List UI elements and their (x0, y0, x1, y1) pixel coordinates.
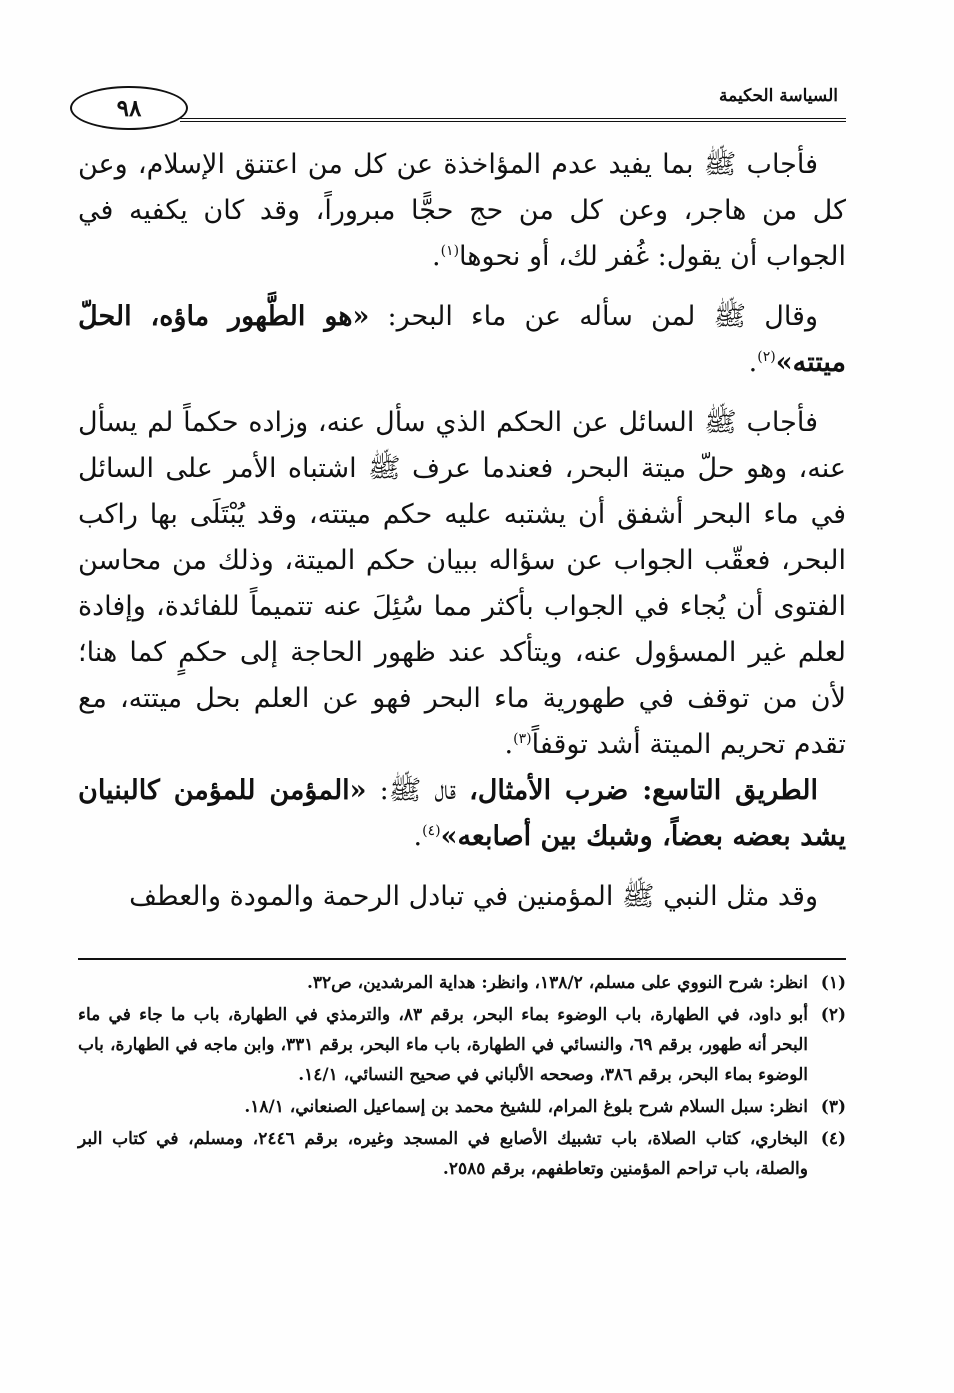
footnotes (78, 968, 846, 1186)
paragraph-1-text: فأجاب ﷺ بما يفيد عدم المؤاخذة عن كل من اعتنق الإسلام، وعن كل من هاجر، وعن كل من حج حجًّا مبروراً، وقد كان يكفيه في الجواب أن يقول: غُفر لك، أو نحوها (78, 149, 846, 272)
hadith-quote-2: «المؤمن للمؤمن كالبنيان يشد بعضه بعضاً، وشبك بين أصابعه» (78, 775, 846, 852)
footnote-number: (٢) (820, 1005, 846, 1025)
page-header (70, 82, 846, 134)
page-number: ٩٨ (70, 86, 188, 130)
paragraph-4 (78, 768, 846, 860)
footnote-ref-4: (٤) (422, 823, 441, 839)
paragraph-4-end: . (413, 821, 423, 852)
footnote-4 (78, 1124, 846, 1184)
paragraph-3 (78, 400, 846, 768)
section-heading: الطريق التاسع: ضرب الأمثال، (469, 775, 818, 806)
footnote-3 (78, 1092, 846, 1122)
footnote-1 (78, 968, 846, 998)
paragraph-5 (78, 874, 846, 920)
footnote-text: انظر: سبل السلام شرح بلوغ المرام، للشيخ محمد بن إسماعيل الصنعاني، ١٨/١. (244, 1097, 808, 1117)
footnote-number: (٣) (820, 1097, 846, 1117)
hadith-quote-1: «هو الطَّهور ماؤه، الحلّ ميتته» (78, 301, 846, 378)
footnote-ref-1: (١) (440, 243, 460, 259)
main-text (78, 142, 846, 920)
footnote-ref-3: (٣) (513, 731, 532, 747)
header-rule (180, 118, 846, 122)
paragraph-2-text: وقال ﷺ لمن سأله عن ماء البحر: (369, 301, 818, 332)
paragraph-2-end: . (748, 347, 758, 378)
footnote-number: (١) (820, 973, 846, 993)
running-title: السياسة الحكيمة (719, 86, 838, 106)
paragraph-3-end: . (504, 729, 514, 760)
paragraph-3-text: فأجاب ﷺ السائل عن الحكم الذي سأل عنه، وزاده حكماً لم يسأل عنه، وهو حلّ ميتة البحر، فعندما عرف ﷺ اشتباه الأمر على السائل في ماء البحر أشفق أن يشتبه عليه حكم ميتته، وقد يُبْتَلَى بها راكب البحر، فعقّب الجواب عن سؤاله ببيان حكم الميتة، وذلك من محاسن الفتوى أن يُجاء في الجواب بأكثر مما سُئِلَ عنه تتميماً للفائدة، وإفادة لعلم غير المسؤول عنه، ويتأكد عند ظهور الحاجة إلى حكمٍ كما هنا؛ لأن من توقف في طهورية ماء البحر فهو عن العلم بحل ميتته، مع تقدم تحريم الميتة أشد توقفاً (78, 407, 846, 760)
paragraph-5-text: وقد مثل النبي ﷺ المؤمنين في تبادل الرحمة والمودة والعطف (129, 881, 818, 912)
footnote-text: البخاري، كتاب الصلاة، باب تشبيك الأصابع في المسجد وغيره، برقم ٢٤٤٦، ومسلم، في كتاب البر والصلة، باب تراحم المؤمنين وتعاطفهم، برقم ٢٥٨٥. (78, 1129, 809, 1179)
paragraph-1-end: . (431, 241, 441, 272)
footnote-2 (78, 1000, 846, 1090)
footnote-ref-2: (٢) (757, 349, 776, 365)
paragraph-2 (78, 294, 846, 386)
footnote-text: أبو داود، في الطهارة، باب الوضوء بماء البحر، برقم ٨٣، والترمذي في الطهارة، باب ما جاء في ماء البحر أنه طهور، برقم ٦٩، والنسائي في الطهارة، باب ماء البحر، برقم ٣٣١، وابن ماجه في الطهارة، باب الوضوء بماء البحر، برقم ٣٨٦، وصححه الألباني في صحيح النسائي، ١٤/١. (78, 1005, 809, 1085)
footnote-separator (78, 958, 846, 960)
paragraph-4-text: قال ﷺ: (366, 775, 470, 806)
paragraph-1 (78, 142, 846, 280)
footnote-number: (٤) (820, 1129, 846, 1149)
footnote-text: انظر: شرح النووي على مسلم، ١٣٨/٢، وانظر: هداية المرشدين، ص٣٢. (306, 973, 808, 993)
